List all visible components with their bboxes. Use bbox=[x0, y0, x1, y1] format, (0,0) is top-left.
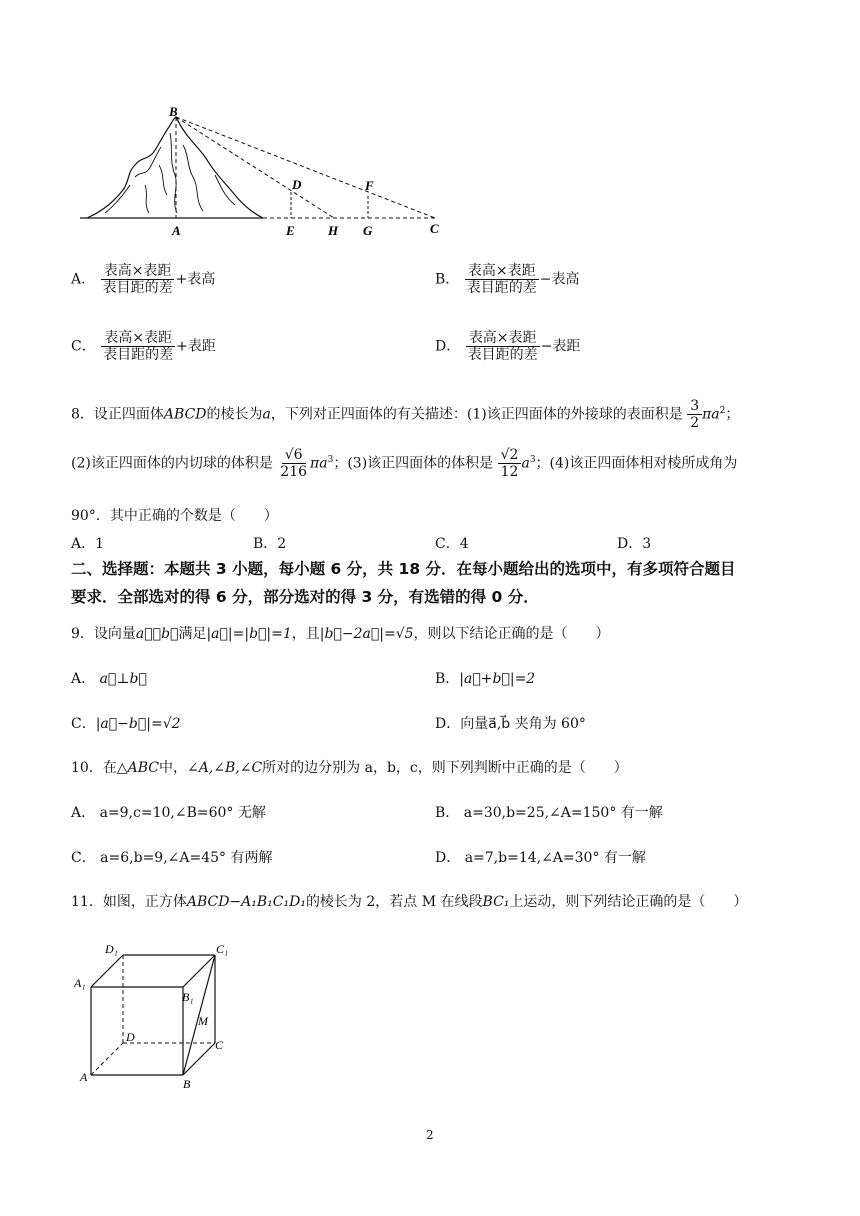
exponent: 3 bbox=[327, 454, 334, 465]
q8-line3: 90°．其中正确的个数是（ ） bbox=[71, 508, 278, 524]
label-a: A bbox=[172, 223, 181, 238]
label-m: M bbox=[198, 1014, 208, 1028]
math-term: a bbox=[521, 455, 530, 472]
fraction-num: √6 bbox=[282, 447, 306, 464]
q7-option-d[interactable] bbox=[435, 330, 580, 363]
fraction-num: 表高×表距 bbox=[465, 263, 539, 280]
fraction-den: 12 bbox=[500, 464, 519, 481]
label-b1: B₁ bbox=[182, 990, 194, 1004]
q9-option-b[interactable] bbox=[435, 668, 535, 688]
q10-text: 10．在 bbox=[71, 760, 117, 776]
q11-stem bbox=[71, 891, 747, 911]
option-letter: A． bbox=[71, 805, 96, 821]
label-b: B bbox=[169, 105, 178, 119]
q10-option-d[interactable] bbox=[435, 847, 646, 867]
label-d: D bbox=[126, 1030, 135, 1044]
q9-condition: |a⃗|=|b⃗|=1 bbox=[206, 626, 292, 642]
q8-option-d[interactable]: D．3 bbox=[617, 536, 652, 552]
fraction-den: 表目距的差 bbox=[466, 280, 537, 297]
q10-option-c[interactable] bbox=[71, 847, 273, 867]
q9-text: ，则以下结论正确的是（ ） bbox=[413, 626, 610, 642]
option-letter: D． bbox=[435, 338, 461, 355]
exponent: 3 bbox=[529, 454, 536, 465]
option-tail: +表高 bbox=[175, 271, 216, 288]
q8-abcd: ABCD bbox=[163, 406, 207, 423]
q11-cube: ABCD−A₁B₁C₁D₁ bbox=[186, 894, 306, 910]
option-text: 向量a⃗,b⃗ 夹角为 60° bbox=[460, 716, 586, 732]
option-tail: +表距 bbox=[176, 338, 216, 355]
page-number: 2 bbox=[426, 1128, 434, 1142]
fraction-den: 表目距的差 bbox=[102, 280, 173, 297]
section-heading-line2: 要求．全部选对的得 6 分，部分选对的得 3 分，有选错的得 0 分． bbox=[71, 588, 539, 606]
option-letter: A． bbox=[71, 271, 96, 288]
q10-text: 中， bbox=[158, 760, 187, 776]
label-c: C bbox=[430, 221, 439, 236]
option-text: a⃗⊥b⃗ bbox=[99, 671, 147, 687]
q9-option-a[interactable] bbox=[71, 668, 147, 688]
fraction-num: 3 bbox=[687, 398, 702, 415]
option-letter: C． bbox=[71, 716, 96, 732]
section-heading-line1: 二、选择题：本题共 3 小题，每小题 6 分，共 18 分．在每小题给出的选项中，有多项符合题目 bbox=[71, 560, 736, 578]
option-letter: B． bbox=[435, 805, 460, 821]
q10-stem bbox=[71, 757, 628, 777]
math-term: πa bbox=[310, 455, 328, 472]
mountain-figure bbox=[75, 105, 455, 240]
fraction-num: 表高×表距 bbox=[101, 330, 175, 347]
option-letter: D． bbox=[435, 850, 461, 866]
cube-figure bbox=[70, 935, 240, 1090]
q9-text: ，且 bbox=[291, 626, 320, 642]
option-letter: C． bbox=[71, 850, 96, 866]
fraction-den: 2 bbox=[690, 415, 700, 432]
q9-text: 9．设向量 bbox=[71, 626, 136, 642]
fraction-num: √2 bbox=[498, 447, 522, 464]
fraction-den: 表目距的差 bbox=[103, 347, 174, 364]
label-d: D bbox=[292, 177, 302, 192]
exponent: 2 bbox=[719, 405, 726, 416]
q8-option-a[interactable]: A．1 bbox=[71, 536, 105, 552]
math-term: πa bbox=[702, 406, 720, 423]
label-c1: C₁ bbox=[216, 942, 229, 956]
q9-condition: |b⃗−2a⃗|=√5 bbox=[319, 626, 414, 642]
fraction bbox=[277, 447, 310, 480]
option-text: |a⃗−b⃗|=√2 bbox=[95, 716, 181, 732]
q9-option-d[interactable] bbox=[435, 713, 586, 733]
label-a1: A₁ bbox=[74, 976, 86, 990]
fraction-den: 216 bbox=[280, 464, 308, 481]
q7-option-c[interactable] bbox=[71, 330, 216, 363]
q8-text: ；(3)该正四面体的体积是 bbox=[333, 455, 494, 472]
label-c: C bbox=[215, 1038, 224, 1052]
q9-text: 满足 bbox=[178, 626, 207, 642]
q9-vectors: a⃗，b⃗ bbox=[135, 626, 179, 642]
option-letter: D． bbox=[435, 716, 461, 732]
q10-option-b[interactable] bbox=[435, 802, 663, 822]
label-f: F bbox=[365, 178, 374, 193]
fraction bbox=[100, 263, 176, 296]
label-b: B bbox=[183, 1077, 191, 1090]
option-tail: −表距 bbox=[540, 338, 581, 355]
option-text: a=9,c=10,∠B=60° 无解 bbox=[99, 805, 266, 821]
q8-line1 bbox=[71, 398, 739, 431]
label-e: E bbox=[286, 223, 295, 238]
label-h: H bbox=[328, 223, 339, 238]
fraction bbox=[687, 398, 702, 431]
q11-text: 11．如图，正方体 bbox=[71, 894, 187, 910]
q8-a: a bbox=[262, 406, 271, 423]
q7-option-b[interactable] bbox=[435, 263, 579, 296]
option-text: |a⃗+b⃗|=2 bbox=[459, 671, 536, 687]
q8-option-c[interactable]: C．4 bbox=[435, 536, 469, 552]
q8-text: 8．设正四面体 bbox=[71, 406, 164, 423]
q8-line2 bbox=[71, 447, 737, 480]
q8-text: ； bbox=[725, 406, 740, 423]
fraction-num: 表高×表距 bbox=[466, 330, 540, 347]
option-tail: −表高 bbox=[539, 271, 580, 288]
q8-option-b[interactable]: B．2 bbox=[253, 536, 287, 552]
q9-stem bbox=[71, 623, 610, 643]
q11-text: 的棱长为 2，若点 M 在线段 bbox=[305, 894, 483, 910]
q9-option-c[interactable] bbox=[71, 713, 181, 733]
q8-text: ；(4)该正四面体相对棱所成角为 bbox=[535, 455, 738, 472]
fraction bbox=[498, 447, 522, 480]
option-letter: C． bbox=[71, 338, 96, 355]
q10-option-a[interactable] bbox=[71, 802, 266, 822]
label-g: G bbox=[363, 223, 373, 238]
q8-text: (2)该正四面体的内切球的体积是 bbox=[71, 455, 273, 472]
option-letter: B． bbox=[435, 271, 460, 288]
option-letter: A． bbox=[71, 671, 96, 687]
q8-text: ，下列对正四面体的有关描述：(1)该正四面体的外接球的表面积是 bbox=[270, 406, 683, 423]
q7-option-a[interactable] bbox=[71, 263, 215, 296]
fraction-num: 表高×表距 bbox=[101, 263, 175, 280]
q10-angles: ∠A,∠B,∠C bbox=[186, 760, 263, 776]
fraction-den: 表目距的差 bbox=[467, 347, 538, 364]
fraction bbox=[100, 330, 176, 363]
q10-text: 所对的边分别为 a，b，c，则下列判断中正确的是（ ） bbox=[262, 760, 628, 776]
option-letter: B． bbox=[435, 671, 460, 687]
option-text: a=30,b=25,∠A=150° 有一解 bbox=[463, 805, 663, 821]
q8-text: 的棱长为 bbox=[206, 406, 263, 423]
q11-segment: BC₁ bbox=[482, 894, 510, 910]
option-text: a=6,b=9,∠A=45° 有两解 bbox=[100, 850, 273, 866]
label-d1: D₁ bbox=[105, 942, 118, 956]
label-a: A bbox=[80, 1070, 88, 1084]
q10-triangle: △ABC bbox=[116, 760, 159, 776]
q11-text: 上运动，则下列结论正确的是（ ） bbox=[509, 894, 748, 910]
option-text: a=7,b=14,∠A=30° 有一解 bbox=[464, 850, 646, 866]
fraction bbox=[464, 263, 540, 296]
fraction bbox=[465, 330, 541, 363]
